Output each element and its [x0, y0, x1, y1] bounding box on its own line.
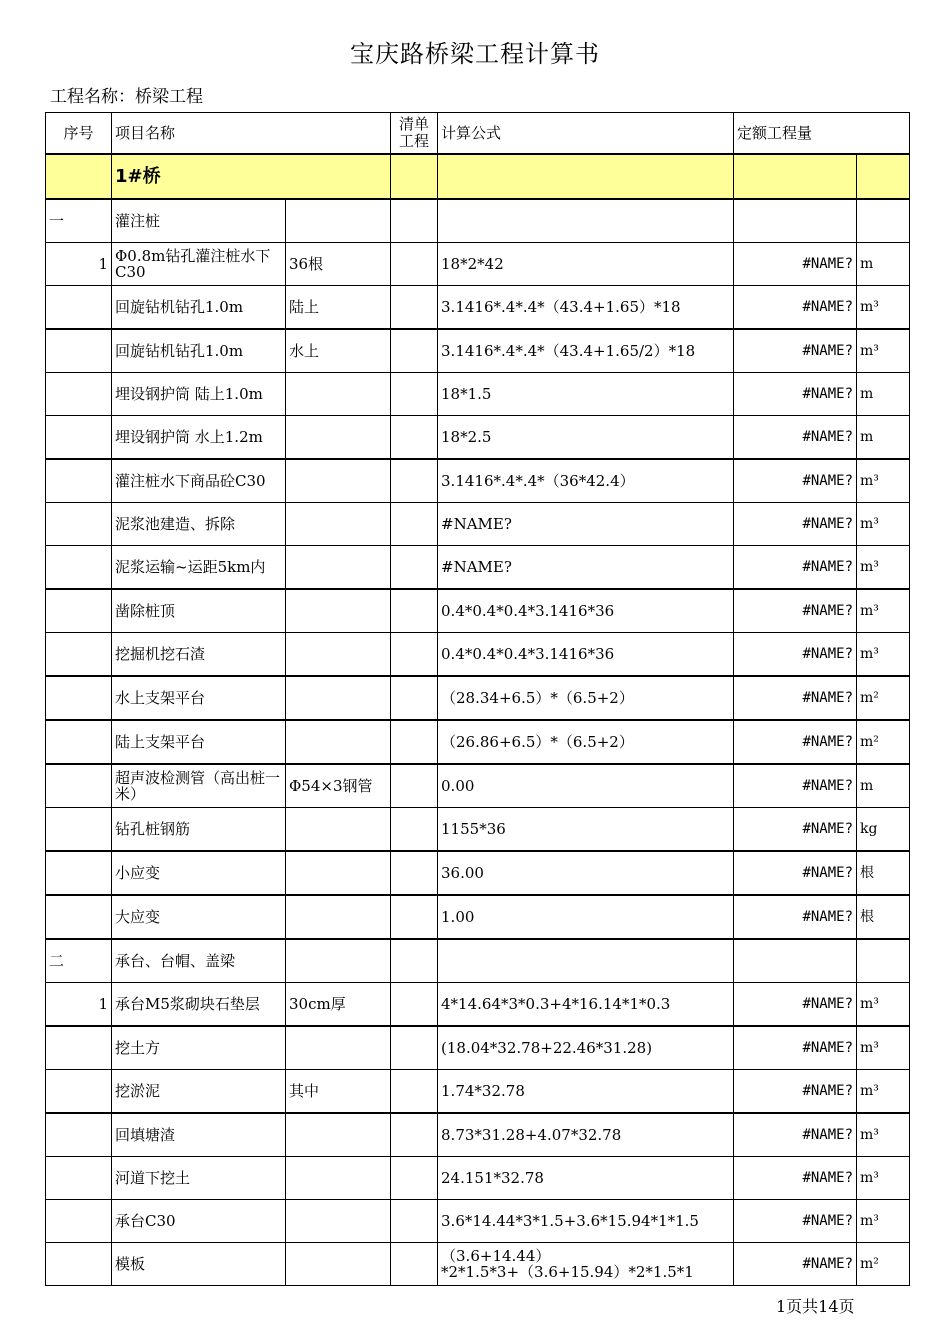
bridge-formula-cell: [438, 154, 734, 199]
row-quantity: #NAME?: [734, 851, 857, 895]
table-row: [46, 416, 910, 460]
row-unit: m³: [857, 633, 910, 677]
row-quantity: #NAME?: [734, 589, 857, 633]
row-spec: [286, 676, 391, 720]
row-formula: 18*2.5: [438, 416, 734, 460]
row-quantity: #NAME?: [734, 633, 857, 677]
row-no: [46, 416, 112, 460]
project-value: 桥梁工程: [135, 87, 203, 107]
row-bill: [391, 459, 438, 503]
row-formula: 24.151*32.78: [438, 1157, 734, 1200]
row-item-name: Φ0.8m钻孔灌注桩水下C30: [112, 243, 286, 286]
header-bill: [391, 113, 438, 155]
row-no: [46, 895, 112, 939]
row-unit: 根: [857, 851, 910, 895]
table-row: [46, 720, 910, 764]
row-item-name: 埋设钢护筒 陆上1.0m: [112, 373, 286, 416]
row-spec: 36根: [286, 243, 391, 286]
row-formula: （26.86+6.5）*（6.5+2）: [438, 720, 734, 764]
row-quantity: #NAME?: [734, 764, 857, 808]
row-unit: m²: [857, 720, 910, 764]
row-formula: 8.73*31.28+4.07*32.78: [438, 1113, 734, 1157]
row-spec: Φ54×3钢管: [286, 764, 391, 808]
row-no: 1: [46, 243, 112, 286]
row-quantity: #NAME?: [734, 1113, 857, 1157]
row-quantity: #NAME?: [734, 286, 857, 330]
header-bill-bottom: 工程: [399, 132, 430, 150]
row-unit: m: [857, 416, 910, 460]
row-item-name: 挖土方: [112, 1026, 286, 1070]
row-item-name: 凿除桩顶: [112, 589, 286, 633]
row-no: [46, 808, 112, 852]
row-quantity: #NAME?: [734, 329, 857, 373]
row-no: [46, 851, 112, 895]
row-unit: m³: [857, 589, 910, 633]
table-row: [46, 851, 910, 895]
row-unit: [857, 939, 910, 983]
row-bill: [391, 199, 438, 243]
bridge-qty-cell: [734, 154, 857, 199]
row-spec: [286, 851, 391, 895]
row-quantity: #NAME?: [734, 503, 857, 546]
row-item-name: 大应变: [112, 895, 286, 939]
table-row: [46, 243, 910, 286]
row-quantity: #NAME?: [734, 1243, 857, 1286]
calculation-table: [45, 112, 910, 1286]
row-bill: [391, 243, 438, 286]
row-formula: 0.4*0.4*0.4*3.1416*36: [438, 633, 734, 677]
row-quantity: #NAME?: [734, 808, 857, 852]
row-item-name: 小应变: [112, 851, 286, 895]
row-spec: [286, 589, 391, 633]
header-quota: 定额工程量: [734, 113, 910, 155]
row-spec: [286, 1157, 391, 1200]
row-no: 二: [46, 939, 112, 983]
table-row: [46, 676, 910, 720]
row-bill: [391, 1070, 438, 1114]
row-spec: [286, 1243, 391, 1286]
row-item-name: 回旋钻机钻孔1.0m: [112, 329, 286, 373]
row-no: [46, 1243, 112, 1286]
row-quantity: #NAME?: [734, 983, 857, 1027]
row-formula: 1.74*32.78: [438, 1070, 734, 1114]
row-spec: [286, 633, 391, 677]
table-row: [46, 459, 910, 503]
row-bill: [391, 1026, 438, 1070]
row-no: [46, 1070, 112, 1114]
row-item-name: 钻孔桩钢筋: [112, 808, 286, 852]
row-no: [46, 1157, 112, 1200]
row-quantity: #NAME?: [734, 416, 857, 460]
row-item-name: 泥浆运输~运距5km内: [112, 546, 286, 590]
row-bill: [391, 589, 438, 633]
row-formula: 3.1416*.4*.4*（43.4+1.65/2）*18: [438, 329, 734, 373]
row-formula: 1155*36: [438, 808, 734, 852]
project-label: 工程名称：: [50, 87, 135, 107]
row-unit: m: [857, 764, 910, 808]
row-unit: m³: [857, 546, 910, 590]
row-no: [46, 286, 112, 330]
row-item-name: 水上支架平台: [112, 676, 286, 720]
project-name-line: [50, 82, 203, 107]
row-bill: [391, 503, 438, 546]
row-no: [46, 1026, 112, 1070]
header-name: 项目名称: [112, 113, 391, 155]
table-row: [46, 895, 910, 939]
row-no: [46, 503, 112, 546]
table-row: [46, 1113, 910, 1157]
table-row: [46, 1157, 910, 1200]
section-row: [46, 939, 910, 983]
row-no: [46, 373, 112, 416]
row-unit: 根: [857, 895, 910, 939]
page-title: 宝庆路桥梁工程计算书: [350, 40, 600, 68]
row-item-name: 回旋钻机钻孔1.0m: [112, 286, 286, 330]
row-formula: 3.1416*.4*.4*（36*42.4）: [438, 459, 734, 503]
row-formula: 0.00: [438, 764, 734, 808]
row-no: [46, 764, 112, 808]
row-spec: [286, 720, 391, 764]
row-unit: m³: [857, 1157, 910, 1200]
row-formula: 36.00: [438, 851, 734, 895]
row-unit: m³: [857, 1070, 910, 1114]
row-quantity: #NAME?: [734, 676, 857, 720]
row-formula: 1.00: [438, 895, 734, 939]
row-spec: [286, 503, 391, 546]
table-row: [46, 808, 910, 852]
row-item-name: 承台、台帽、盖梁: [112, 939, 286, 983]
row-spec: 其中: [286, 1070, 391, 1114]
row-bill: [391, 808, 438, 852]
row-item-name: 挖掘机挖石渣: [112, 633, 286, 677]
row-quantity: [734, 939, 857, 983]
row-unit: m³: [857, 503, 910, 546]
row-spec: [286, 416, 391, 460]
row-unit: m³: [857, 1200, 910, 1243]
row-formula: 4*14.64*3*0.3+4*16.14*1*0.3: [438, 983, 734, 1027]
row-spec: [286, 1200, 391, 1243]
row-bill: [391, 939, 438, 983]
table-row: [46, 329, 910, 373]
row-quantity: #NAME?: [734, 459, 857, 503]
row-spec: [286, 1113, 391, 1157]
row-formula: [438, 939, 734, 983]
row-formula: (18.04*32.78+22.46*31.28): [438, 1026, 734, 1070]
row-quantity: #NAME?: [734, 1070, 857, 1114]
bridge-row: [46, 154, 910, 199]
row-quantity: #NAME?: [734, 720, 857, 764]
row-spec: [286, 199, 391, 243]
row-unit: [857, 199, 910, 243]
table-row: [46, 286, 910, 330]
row-bill: [391, 546, 438, 590]
table-row: [46, 1243, 910, 1286]
bridge-bill-cell: [391, 154, 438, 199]
row-spec: 陆上: [286, 286, 391, 330]
row-no: [46, 589, 112, 633]
row-unit: m³: [857, 459, 910, 503]
row-no: [46, 1113, 112, 1157]
row-no: [46, 676, 112, 720]
row-formula: #NAME?: [438, 503, 734, 546]
row-unit: m²: [857, 1243, 910, 1286]
row-item-name: 回填塘渣: [112, 1113, 286, 1157]
row-quantity: #NAME?: [734, 546, 857, 590]
bridge-name: 1#桥: [112, 154, 391, 199]
row-no: [46, 546, 112, 590]
table-row: [46, 633, 910, 677]
row-spec: [286, 373, 391, 416]
row-formula: 0.4*0.4*0.4*3.1416*36: [438, 589, 734, 633]
row-spec: [286, 895, 391, 939]
row-bill: [391, 720, 438, 764]
row-formula: 3.1416*.4*.4*（43.4+1.65）*18: [438, 286, 734, 330]
header-formula: 计算公式: [438, 113, 734, 155]
row-bill: [391, 286, 438, 330]
row-bill: [391, 895, 438, 939]
row-quantity: #NAME?: [734, 1157, 857, 1200]
row-item-name: 灌注桩: [112, 199, 286, 243]
row-item-name: 陆上支架平台: [112, 720, 286, 764]
row-bill: [391, 676, 438, 720]
row-unit: m³: [857, 983, 910, 1027]
row-unit: kg: [857, 808, 910, 852]
row-bill: [391, 416, 438, 460]
bridge-no-cell: [46, 154, 112, 199]
row-no: 一: [46, 199, 112, 243]
row-bill: [391, 1243, 438, 1286]
row-formula: 18*1.5: [438, 373, 734, 416]
table-row: [46, 1026, 910, 1070]
row-bill: [391, 373, 438, 416]
row-spec: [286, 1026, 391, 1070]
row-item-name: 超声波检测管（高出桩一米）: [112, 764, 286, 808]
row-spec: [286, 459, 391, 503]
row-quantity: [734, 199, 857, 243]
row-quantity: #NAME?: [734, 243, 857, 286]
row-item-name: 承台M5浆砌块石垫层: [112, 983, 286, 1027]
row-no: [46, 459, 112, 503]
row-spec: [286, 808, 391, 852]
table-row: [46, 1070, 910, 1114]
row-spec: [286, 939, 391, 983]
row-bill: [391, 851, 438, 895]
row-quantity: #NAME?: [734, 1026, 857, 1070]
row-formula: [438, 199, 734, 243]
row-item-name: 模板: [112, 1243, 286, 1286]
table-row: [46, 589, 910, 633]
row-unit: m³: [857, 329, 910, 373]
table-row: [46, 546, 910, 590]
table-row: [46, 503, 910, 546]
table-row: [46, 373, 910, 416]
row-bill: [391, 764, 438, 808]
header-row: [46, 113, 910, 155]
row-bill: [391, 633, 438, 677]
row-no: [46, 720, 112, 764]
row-quantity: #NAME?: [734, 1200, 857, 1243]
row-unit: m³: [857, 1113, 910, 1157]
row-formula: （28.34+6.5）*（6.5+2）: [438, 676, 734, 720]
row-item-name: 泥浆池建造、拆除: [112, 503, 286, 546]
row-item-name: 承台C30: [112, 1200, 286, 1243]
row-formula: #NAME?: [438, 546, 734, 590]
row-bill: [391, 983, 438, 1027]
row-no: [46, 633, 112, 677]
table-row: [46, 983, 910, 1027]
row-formula: 3.6*14.44*3*1.5+3.6*15.94*1*1.5: [438, 1200, 734, 1243]
row-quantity: #NAME?: [734, 895, 857, 939]
row-item-name: 埋设钢护筒 水上1.2m: [112, 416, 286, 460]
row-spec: 水上: [286, 329, 391, 373]
row-formula: 18*2*42: [438, 243, 734, 286]
row-item-name: 挖淤泥: [112, 1070, 286, 1114]
table-row: [46, 1200, 910, 1243]
row-bill: [391, 329, 438, 373]
row-unit: m: [857, 243, 910, 286]
row-quantity: #NAME?: [734, 373, 857, 416]
section-row: [46, 199, 910, 243]
row-bill: [391, 1157, 438, 1200]
row-bill: [391, 1200, 438, 1243]
row-no: [46, 329, 112, 373]
bridge-unit-cell: [857, 154, 910, 199]
row-unit: m²: [857, 676, 910, 720]
header-bill-top: 清单: [399, 115, 430, 133]
row-no: 1: [46, 983, 112, 1027]
row-bill: [391, 1113, 438, 1157]
row-no: [46, 1200, 112, 1243]
row-formula: （3.6+14.44）*2*1.5*3+（3.6+15.94）*2*1.5*1: [438, 1243, 734, 1286]
table-row: [46, 764, 910, 808]
row-unit: m: [857, 373, 910, 416]
row-unit: m³: [857, 1026, 910, 1070]
header-no: 序号: [46, 113, 112, 155]
row-item-name: 河道下挖土: [112, 1157, 286, 1200]
row-spec: 30cm厚: [286, 983, 391, 1027]
row-item-name: 灌注桩水下商品砼C30: [112, 459, 286, 503]
page-footer: 1页共14页: [776, 1297, 855, 1316]
row-unit: m³: [857, 286, 910, 330]
row-spec: [286, 546, 391, 590]
